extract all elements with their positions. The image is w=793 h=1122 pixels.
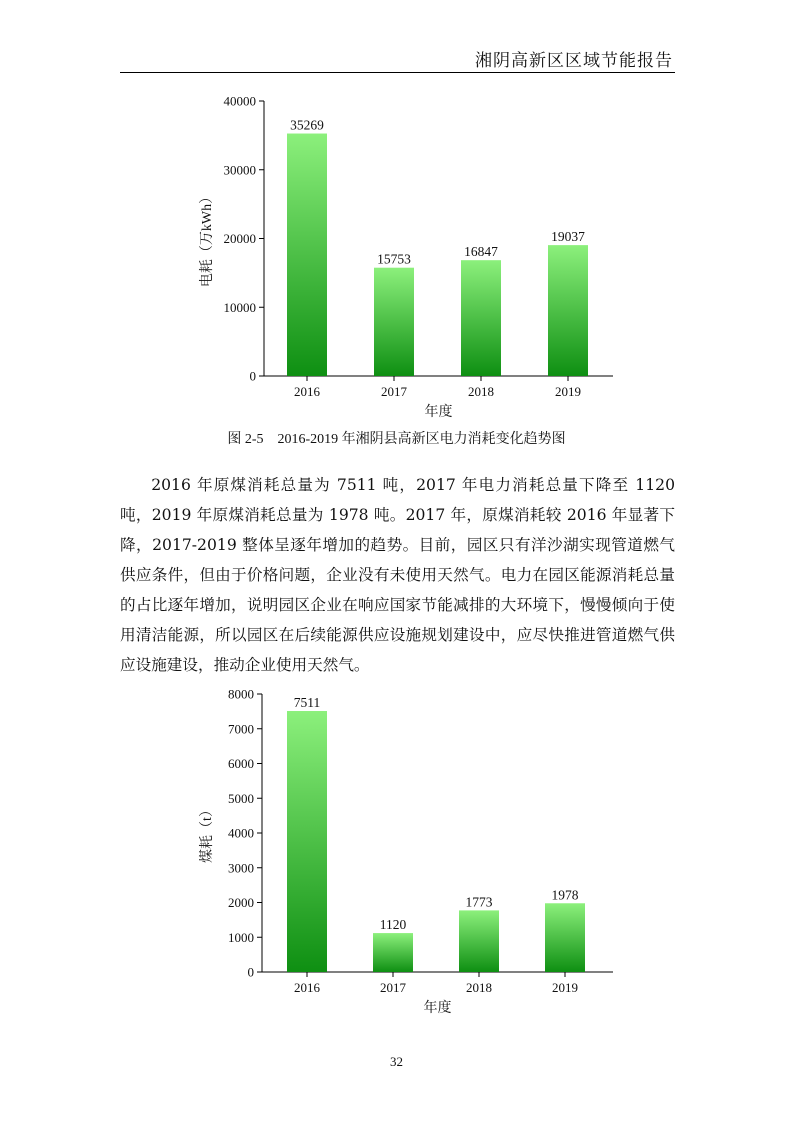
x-tick-label: 2016 <box>294 980 320 995</box>
y-tick-label: 1000 <box>228 929 254 945</box>
x-tick-label: 2017 <box>381 384 407 399</box>
coal-chart-svg <box>195 682 615 1018</box>
y-tick-label: 0 <box>247 964 254 980</box>
y-tick-label: 7000 <box>228 721 254 737</box>
bar <box>287 711 327 972</box>
bar <box>461 260 501 376</box>
x-tick-label: 2019 <box>552 980 578 995</box>
y-tick-label: 0 <box>249 368 256 384</box>
y-tick-label: 20000 <box>223 231 256 246</box>
body-paragraph: 2016 年原煤消耗总量为 7511 吨，2017 年电力消耗总量下降至 1120 吨，2019 年原煤消耗总量为 1978 吨。2017 年，原煤消耗较 2016 年显著下降，2017-2019 整体呈逐年增加的趋势。目前，园区只有洋沙湖实现管道燃气供应条件，但由于价格问题，企业没有未使用天然气。电力在园区能源消耗总量的占比逐年增加，说明园区企业在响应国家节能减排的大环境下，慢慢倾向于使用清洁能源，所以园区在后续能源供应设施规划建设中，应尽快推进管道燃气供应设施建设，推动企业使用天然气。 <box>120 476 675 674</box>
y-tick-label: 3000 <box>228 860 254 876</box>
bar-value-label: 35269 <box>290 117 324 133</box>
figure-caption: 图 2-5 2016-2019 年湘阴县高新区电力消耗变化趋势图 <box>227 432 566 447</box>
electricity-chart-svg <box>195 88 615 420</box>
y-tick-label: 6000 <box>228 756 254 771</box>
x-tick-label: 2017 <box>380 980 406 995</box>
y-axis-title: 煤耗（t） <box>200 803 215 863</box>
bar <box>373 933 413 972</box>
y-tick-label: 2000 <box>228 895 254 910</box>
x-tick-label: 2019 <box>555 384 581 399</box>
y-tick-label: 30000 <box>223 162 256 178</box>
bar-value-label: 7511 <box>293 694 321 710</box>
header-rule <box>120 72 675 73</box>
page-number: 32 <box>390 1054 403 1069</box>
running-header-title: 湘阴高新区区域节能报告 <box>475 51 673 71</box>
y-tick-label: 4000 <box>228 825 254 841</box>
bar <box>374 268 414 376</box>
bar-value-label: 1978 <box>551 887 579 903</box>
bar <box>287 134 327 376</box>
x-axis-title: 年度 <box>423 1001 452 1016</box>
bar-value-label: 16847 <box>464 244 498 260</box>
bar-value-label: 19037 <box>551 229 585 245</box>
y-tick-label: 8000 <box>228 686 254 702</box>
bar <box>459 910 499 972</box>
bar-value-label: 1120 <box>379 917 407 933</box>
electricity-consumption-chart <box>195 88 615 420</box>
bar-value-label: 15753 <box>377 251 411 267</box>
x-tick-label: 2018 <box>468 384 494 399</box>
y-axis-title: 电耗（万kWh） <box>200 189 215 288</box>
bar <box>548 245 588 376</box>
bar <box>545 903 585 972</box>
x-tick-label: 2018 <box>466 980 492 995</box>
x-axis-title: 年度 <box>424 405 453 420</box>
coal-consumption-chart <box>195 682 615 1018</box>
x-tick-label: 2016 <box>294 384 320 399</box>
y-tick-label: 40000 <box>223 93 256 109</box>
y-tick-label: 10000 <box>223 299 256 315</box>
y-tick-label: 5000 <box>228 790 254 806</box>
bar-value-label: 1773 <box>465 894 493 910</box>
